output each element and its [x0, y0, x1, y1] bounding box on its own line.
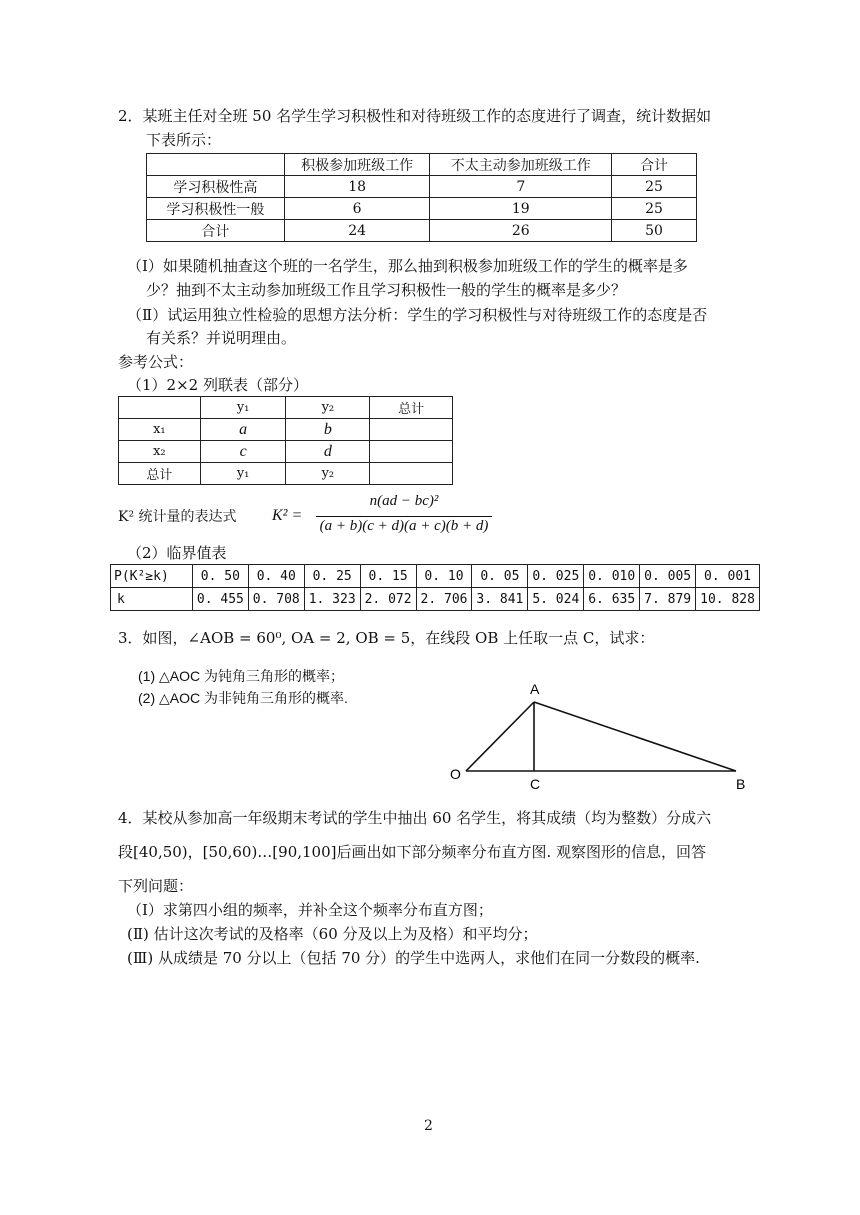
- table-cell: 0. 05: [472, 565, 528, 588]
- q2-part2-line2: 有关系？并说明理由。: [146, 329, 297, 347]
- k2-numerator: n(ad − bc)²: [369, 493, 439, 509]
- table-row: [119, 419, 453, 441]
- table-cell: 25: [612, 198, 697, 220]
- table-cell: 0. 40: [248, 565, 304, 588]
- table-cell: 50: [612, 220, 697, 242]
- label-b: B: [736, 776, 746, 792]
- fraction-bar: [316, 516, 492, 517]
- label-a: A: [530, 681, 540, 697]
- q2-part2-line1: （Ⅱ）试运用独立性检验的思想方法分析：学生的学习积极性与对待班级工作的态度是否: [127, 306, 708, 324]
- table-row: [147, 220, 697, 242]
- table-header-row: [147, 154, 697, 176]
- table-cell: 1. 323: [304, 588, 360, 611]
- k2-lhs: K² =: [272, 507, 303, 524]
- table-row: [119, 441, 453, 463]
- table-header-cell: 合计: [612, 154, 697, 176]
- label-c: C: [530, 776, 541, 792]
- table-row: [119, 463, 453, 485]
- table-cell: 合计: [147, 220, 285, 242]
- table-cell: [370, 463, 453, 485]
- table-cell: 0. 50: [192, 565, 248, 588]
- table-row: [147, 198, 697, 220]
- table-cell: 5. 024: [528, 588, 584, 611]
- table-cell: 24: [284, 220, 430, 242]
- table-cell: c: [200, 441, 286, 463]
- q2-line2: 下表所示：: [146, 131, 222, 149]
- q4-part2: (Ⅱ) 估计这次考试的及格率（60 分及以上为及格）和平均分；: [127, 925, 538, 943]
- table-cell: 26: [430, 220, 612, 242]
- table-cell: 19: [430, 198, 612, 220]
- table-cell: 0. 708: [248, 588, 304, 611]
- k2-label: K² 统计量的表达式: [118, 509, 237, 525]
- critical-value-table: [110, 564, 760, 611]
- table-cell: k: [111, 588, 193, 611]
- table-cell: 0. 001: [696, 565, 760, 588]
- table-header-cell: y₂: [286, 397, 370, 419]
- table-header-cell: [119, 397, 201, 419]
- table-cell: 0. 005: [640, 565, 696, 588]
- table-cell: x₁: [119, 419, 201, 441]
- q4-line2: 段[40,50)，[50,60)…[90,100]后画出如下部分频率分布直方图. 观察图形的信息，回答: [118, 843, 707, 861]
- table-row: [147, 176, 697, 198]
- table-cell: 0. 010: [584, 565, 640, 588]
- table-cell: 学习积极性高: [147, 176, 285, 198]
- table-header-cell: y₁: [200, 397, 286, 419]
- table-cell: 6: [284, 198, 430, 220]
- reference-2-title: （2）临界值表: [127, 544, 227, 562]
- table-row: [111, 588, 760, 611]
- table-cell: b: [286, 419, 370, 441]
- table-cell: d: [286, 441, 370, 463]
- table-cell: 0. 15: [360, 565, 416, 588]
- q4-line3: 下列问题：: [118, 877, 194, 895]
- k2-denominator: (a + b)(c + d)(a + c)(b + d): [319, 518, 489, 534]
- label-o: O: [450, 766, 461, 782]
- table-cell: y₁: [200, 463, 286, 485]
- table-cell: [370, 419, 453, 441]
- table-cell: 3. 841: [472, 588, 528, 611]
- q2-line1: 2．某班主任对全班 50 名学生学习积极性和对待班级工作的态度进行了调查，统计数据如: [118, 107, 712, 125]
- table-cell: 0. 025: [528, 565, 584, 588]
- table-cell: 6. 635: [584, 588, 640, 611]
- table-cell: [370, 441, 453, 463]
- table-header-cell: 不太主动参加班级工作: [430, 154, 612, 176]
- table-cell: 10. 828: [696, 588, 760, 611]
- page-number: 2: [424, 1118, 433, 1134]
- table-header-cell: [147, 154, 285, 176]
- segment-ab: [534, 702, 736, 771]
- q4-part3: (Ⅲ) 从成绩是 70 分以上（包括 70 分）的学生中选两人，求他们在同一分数段的概率.: [127, 949, 700, 967]
- table-cell: 0. 455: [192, 588, 248, 611]
- q2-part1-line2: 少？抽到不太主动参加班级工作且学习积极性一般的学生的概率是多少？: [146, 281, 627, 299]
- contingency-table: [118, 396, 453, 485]
- reference-title: 参考公式：: [118, 353, 194, 371]
- table-cell: 18: [284, 176, 430, 198]
- table-header-cell: 总计: [370, 397, 453, 419]
- table-cell: 7. 879: [640, 588, 696, 611]
- q3-item1: (1) △AOC 为钝角三角形的概率；: [138, 668, 344, 684]
- reference-1-title: （1）2×2 列联表（部分）: [127, 376, 308, 394]
- q2-data-table: [146, 153, 697, 242]
- q2-part1-line1: （Ⅰ）如果随机抽查这个班的一名学生，那么抽到积极参加班级工作的学生的概率是多: [127, 257, 688, 275]
- table-cell: 0. 25: [304, 565, 360, 588]
- table-cell: P(K²≥k): [111, 565, 193, 588]
- table-cell: 25: [612, 176, 697, 198]
- table-row: [111, 565, 760, 588]
- table-header-row: [119, 397, 453, 419]
- q4-line1: 4．某校从参加高一年级期末考试的学生中抽出 60 名学生，将其成绩（均为整数）分成六: [118, 809, 712, 827]
- table-cell: 0. 10: [416, 565, 472, 588]
- table-cell: 总计: [119, 463, 201, 485]
- table-cell: 学习积极性一般: [147, 198, 285, 220]
- table-cell: a: [200, 419, 286, 441]
- q4-part1: （Ⅰ）求第四小组的频率，并补全这个频率分布直方图；: [127, 901, 493, 919]
- q3-line1: 3．如图，∠AOB = 60⁰, OA = 2, OB = 5，在线段 OB 上任取一点 C，试求：: [118, 629, 655, 647]
- table-cell: 2. 706: [416, 588, 472, 611]
- q3-item2: (2) △AOC 为非钝角三角形的概率.: [138, 690, 348, 706]
- table-cell: 7: [430, 176, 612, 198]
- segment-oa: [466, 702, 534, 771]
- table-cell: x₂: [119, 441, 201, 463]
- table-cell: y₂: [286, 463, 370, 485]
- table-cell: 2. 072: [360, 588, 416, 611]
- triangle-diagram: [440, 676, 760, 796]
- table-header-cell: 积极参加班级工作: [284, 154, 430, 176]
